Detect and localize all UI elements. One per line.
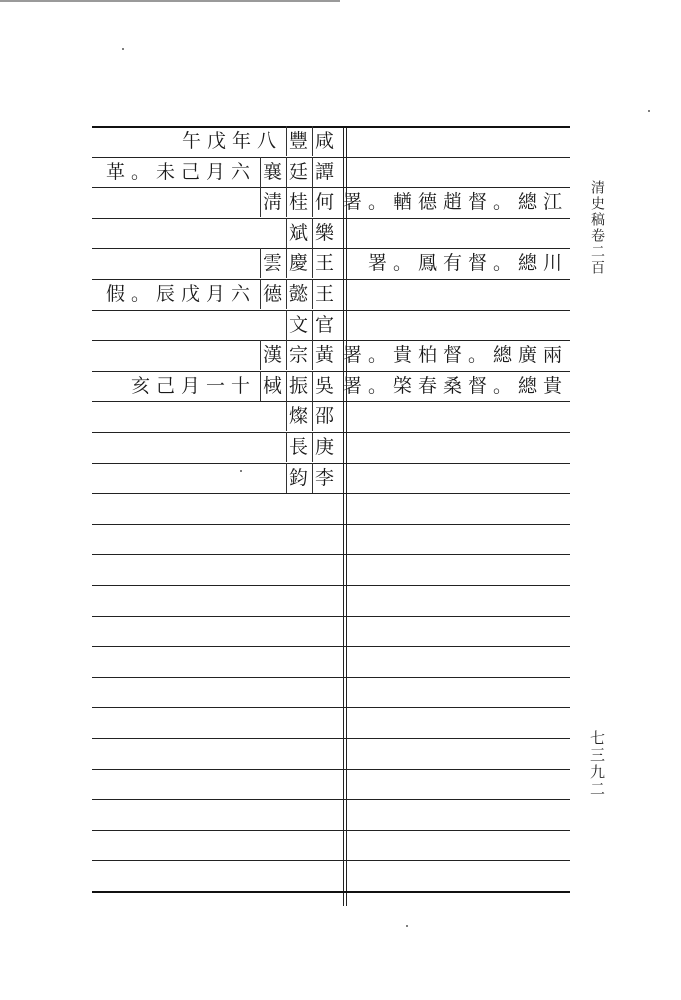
- table-row: [92, 310, 570, 340]
- right-cell: [342, 187, 570, 217]
- speck: [406, 925, 408, 927]
- row-rule: [92, 891, 570, 893]
- table-row: [92, 432, 570, 462]
- name-char: 襄: [260, 157, 282, 187]
- name-char: 淸: [260, 187, 282, 217]
- table-row: [92, 126, 570, 156]
- right-cell: [350, 432, 570, 462]
- speck: [648, 110, 650, 112]
- row-rule: [92, 707, 570, 708]
- office-note: 署。輶德趙督。總江: [342, 191, 568, 214]
- name-char: 李: [312, 463, 334, 493]
- speck: [240, 470, 242, 472]
- name-char: 吳: [312, 371, 334, 401]
- date-note: 假。辰戊月六: [105, 283, 256, 305]
- row-rule: [92, 769, 570, 770]
- name-char: 邵: [312, 401, 334, 431]
- running-title: 清史稿卷二百: [589, 180, 605, 276]
- name-char: 德: [260, 279, 282, 309]
- row-rule: [92, 738, 570, 739]
- right-cell: [350, 126, 570, 156]
- row-rule: [92, 616, 570, 617]
- name-char: 振: [286, 371, 308, 401]
- left-cell: [92, 279, 340, 309]
- left-cell: [92, 401, 340, 431]
- right-cell: [350, 401, 570, 431]
- right-cell: [350, 279, 570, 309]
- name-char: 王: [312, 248, 334, 278]
- name-char: 樂: [312, 218, 334, 248]
- name-char: 懿: [286, 279, 308, 309]
- table-row: [92, 401, 570, 431]
- name-char: 王: [312, 279, 334, 309]
- row-rule: [92, 677, 570, 678]
- speck: [122, 48, 124, 50]
- right-cell: [350, 157, 570, 187]
- row-rule: [92, 860, 570, 861]
- name-char: 文: [286, 310, 308, 340]
- row-rule: [92, 493, 570, 494]
- table-row: [92, 371, 570, 401]
- office-note: 署。棨春桑督。總貴: [342, 374, 568, 397]
- name-char: 宗: [286, 340, 308, 370]
- name-char: 長: [286, 432, 308, 462]
- left-cell: [92, 157, 340, 187]
- right-cell: [350, 218, 570, 248]
- left-cell: [92, 371, 340, 401]
- date-note: 亥己月一十: [130, 374, 256, 397]
- right-cell: [342, 340, 570, 370]
- name-char: 豐: [286, 126, 308, 156]
- name-char: 桂: [286, 187, 308, 217]
- office-note: 署。鳳有督。總川: [367, 252, 568, 275]
- table-row: [92, 340, 570, 370]
- left-cell: [92, 218, 340, 248]
- right-cell: [342, 371, 570, 401]
- row-rule: [92, 799, 570, 800]
- table-row: [92, 218, 570, 248]
- table-row: [92, 279, 570, 309]
- row-rule: [92, 585, 570, 586]
- name-char: 譚: [312, 157, 334, 187]
- top-scan-edge: [0, 0, 340, 2]
- date-note: 午戊年八: [181, 130, 282, 152]
- left-cell: [92, 463, 340, 493]
- table-row: [92, 157, 570, 187]
- name-char: 官: [312, 310, 334, 340]
- name-char: 燦: [286, 401, 308, 431]
- name-char: 廷: [286, 157, 308, 187]
- name-char: 漢: [260, 340, 282, 370]
- name-char: 棫: [260, 371, 282, 401]
- office-note: 署。貴柏督。總廣兩: [342, 344, 568, 367]
- row-rule: [92, 646, 570, 647]
- official-table: [92, 126, 570, 906]
- right-cell: [350, 463, 570, 493]
- left-cell: [92, 248, 340, 278]
- page-number: 七三九二: [588, 730, 606, 798]
- name-char: 黃: [312, 340, 334, 370]
- name-char: 雲: [260, 248, 282, 278]
- right-cell: [350, 248, 570, 278]
- row-rule: [92, 830, 570, 831]
- name-char: 何: [312, 187, 334, 217]
- left-cell: [92, 340, 340, 370]
- table-row: [92, 187, 570, 217]
- row-rule: [92, 554, 570, 555]
- left-cell: [92, 310, 340, 340]
- name-char: 斌: [286, 218, 308, 248]
- date-note: 革。未己月六: [105, 160, 256, 183]
- table-row: [92, 248, 570, 278]
- left-cell: [92, 126, 340, 156]
- right-cell: [350, 310, 570, 340]
- left-cell: [92, 432, 340, 462]
- name-char: 慶: [286, 248, 308, 278]
- table-row: [92, 463, 570, 493]
- left-cell: [92, 187, 340, 217]
- name-char: 鈞: [286, 463, 308, 493]
- row-rule: [92, 524, 570, 525]
- name-char: 庚: [312, 432, 334, 462]
- name-char: 咸: [312, 126, 334, 156]
